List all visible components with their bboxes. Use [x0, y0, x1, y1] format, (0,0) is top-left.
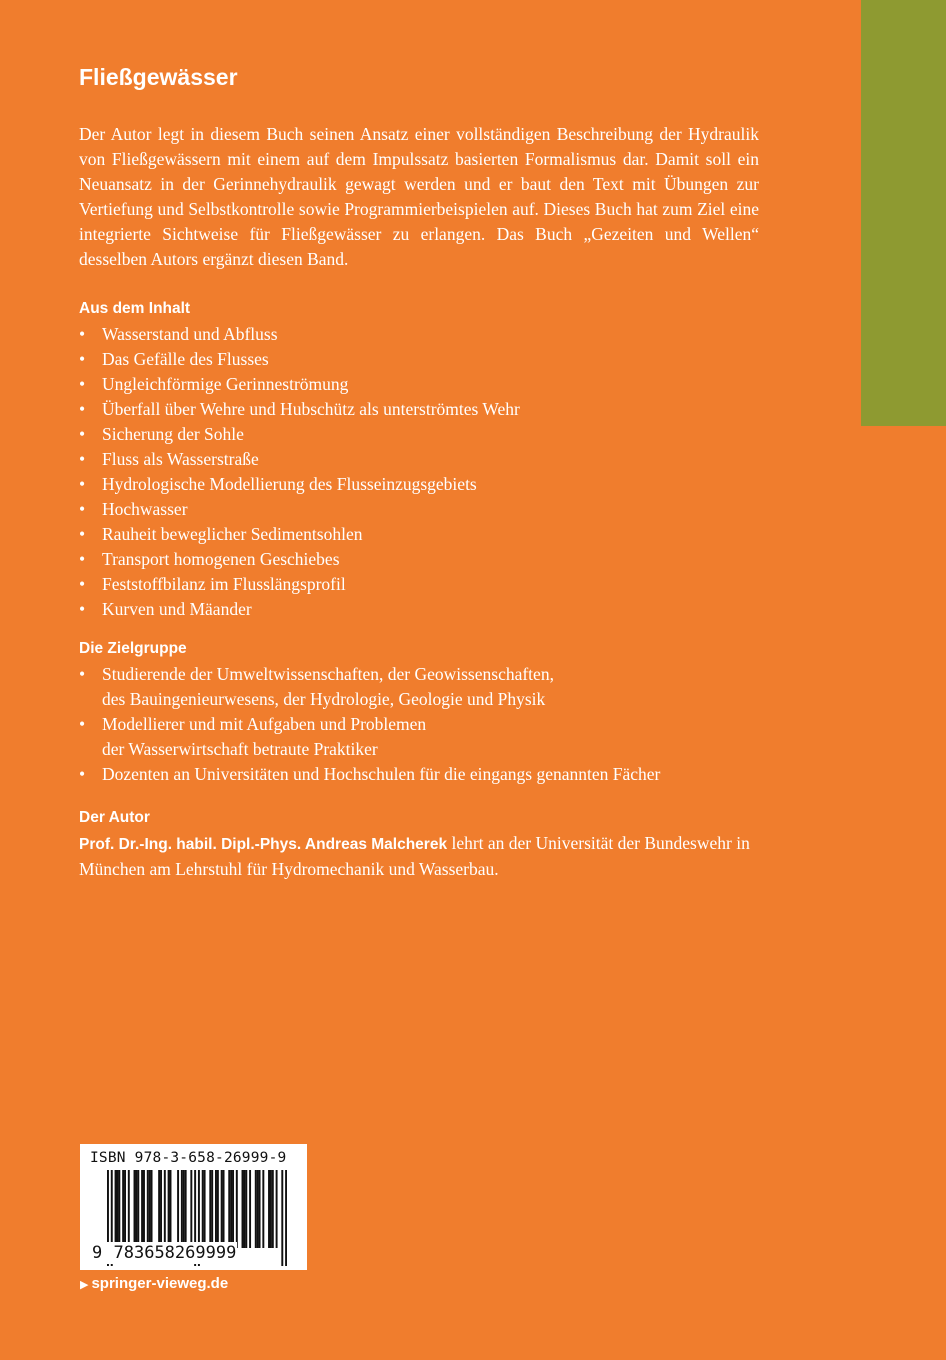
barcode-bar — [249, 1170, 251, 1248]
barcode-bar — [190, 1170, 192, 1248]
contents-heading: Aus dem Inhalt — [79, 300, 191, 317]
barcode-bar — [276, 1170, 278, 1248]
audience-list — [79, 662, 759, 787]
bullet-icon: • — [79, 449, 86, 469]
intro-paragraph: Der Autor legt in diesem Buch seinen Ansatz einer vollständigen Beschreibung der Hydraulik von Fließgewässern mit einem auf dem Impulssatz basierten Formalismus dar. Damit soll ein Neuansatz in der Gerinnehydraulik gewagt werden und er baut den Text mit Übungen zur Vertiefung und Selbstkontrolle sowie Programmierbeispielen auf. Dieses Buch hat zum Ziel eine integrierte Sichtweise für Fließgewässer zu erlangen. Das Buch „Gezeiten und Wellen“ desselben Autors ergänzt diesen Band. — [79, 124, 759, 269]
barcode-bar — [232, 1170, 234, 1248]
bullet-icon: • — [79, 664, 86, 684]
barcode-bar — [242, 1170, 244, 1248]
publisher-link[interactable] — [80, 1274, 228, 1295]
barcode-bar — [122, 1170, 124, 1248]
barcode-bar — [137, 1170, 139, 1248]
barcode-bar — [272, 1170, 274, 1248]
barcode-bar — [259, 1170, 261, 1248]
barcode-bar — [217, 1170, 219, 1248]
bullet-icon: • — [79, 499, 86, 519]
list-item: • Transport homogenen Geschiebes — [79, 547, 759, 572]
arrow-right-icon: ▶ — [80, 1279, 89, 1291]
list-item: • Hochwasser — [79, 497, 759, 522]
barcode-bar — [170, 1170, 172, 1248]
barcode-bar — [177, 1170, 179, 1248]
audience-heading: Die Zielgruppe — [79, 640, 187, 657]
barcode-bar — [223, 1170, 225, 1248]
barcode-bar — [135, 1170, 137, 1248]
list-item: • Dozenten an Universitäten und Hochschulen für die eingangs genannten Fächer — [79, 762, 759, 787]
barcode-bar — [158, 1170, 160, 1248]
barcode-bar — [230, 1170, 232, 1248]
barcode-bar — [160, 1170, 162, 1248]
barcode-bar — [164, 1170, 166, 1248]
list-item: • Feststoffbilanz im Flusslängsprofil — [79, 572, 759, 597]
barcode-bar — [116, 1170, 118, 1248]
list-item: • Fluss als Wasserstraße — [79, 447, 759, 472]
barcode-bar — [285, 1170, 287, 1266]
barcode-bar — [281, 1170, 283, 1266]
barcode-bar — [228, 1170, 230, 1248]
barcode-bar — [245, 1170, 247, 1248]
bullet-icon: • — [79, 424, 86, 444]
list-item: • Sicherung der Sohle — [79, 422, 759, 447]
barcode-number — [92, 1242, 237, 1264]
barcode-bar — [124, 1170, 126, 1248]
list-item: • Kurven und Mäander — [79, 597, 759, 622]
publisher-url: springer-vieweg.de — [91, 1275, 229, 1292]
barcode-bar — [128, 1170, 130, 1248]
author-heading: Der Autor — [79, 809, 150, 826]
barcode-bar — [255, 1170, 257, 1248]
barcode-first-digit: 9 — [92, 1243, 103, 1263]
barcode-bar — [143, 1170, 145, 1248]
bullet-icon: • — [79, 474, 86, 494]
side-color-strip — [861, 0, 946, 426]
isbn-label: ISBN 978-3-658-26999-9 — [90, 1150, 287, 1166]
barcode-bar — [202, 1170, 204, 1248]
barcode-bar — [149, 1170, 151, 1248]
barcode-bar — [141, 1170, 143, 1248]
barcode-bar — [147, 1170, 149, 1248]
list-item: • Das Gefälle des Flusses — [79, 347, 759, 372]
bullet-icon: • — [79, 599, 86, 619]
bullet-icon: • — [79, 574, 86, 594]
bullet-icon: • — [79, 524, 86, 544]
back-cover-content — [79, 62, 759, 882]
book-title: Fließgewässer — [79, 64, 238, 90]
barcode-bar — [115, 1170, 117, 1248]
list-item: • Modellierer und mit Aufgaben und Problemen der Wasserwirtschaft betraute Praktiker — [79, 714, 427, 759]
list-item: • Hydrologische Modellierung des Flusseinzugsgebiets — [79, 472, 759, 497]
barcode-bar — [181, 1170, 183, 1248]
barcode-bar — [221, 1170, 223, 1248]
list-item: • Überfall über Wehre und Hubschütz als unterströmtes Wehr — [79, 397, 759, 422]
author-name: Prof. Dr.-Ing. habil. Dipl.-Phys. Andreas Malcherek — [79, 836, 448, 853]
barcode-bar — [209, 1170, 211, 1248]
list-item: • Ungleichförmige Gerinneströmung — [79, 372, 759, 397]
bullet-icon: • — [79, 374, 86, 394]
barcode-bar — [236, 1170, 238, 1248]
barcode-bar — [215, 1170, 217, 1248]
bullet-icon: • — [79, 714, 86, 734]
barcode-bar — [134, 1170, 136, 1248]
bullet-icon: • — [79, 399, 86, 419]
barcode-bar — [185, 1170, 187, 1248]
barcode-bar — [204, 1170, 206, 1248]
isbn-barcode — [80, 1144, 307, 1270]
barcode-bar — [243, 1170, 245, 1248]
barcode-bar — [257, 1170, 259, 1248]
bullet-icon: • — [79, 349, 86, 369]
contents-list — [79, 322, 759, 622]
barcode-bar — [168, 1170, 170, 1248]
barcode-digits: 783658269999 — [113, 1243, 237, 1263]
author-description: lehrt an der Universität der Bundeswehr in München am Lehrstuhl für Hydromechanik und Wasserbau. — [79, 833, 750, 879]
barcode-bar — [268, 1170, 270, 1248]
bullet-icon: • — [79, 324, 86, 344]
bullet-icon: • — [79, 764, 86, 784]
list-item: • Rauheit beweglicher Sedimentsohlen — [79, 522, 759, 547]
bullet-icon: • — [79, 549, 86, 569]
list-item: • Studierende der Umweltwissenschaften, der Geowissenschaften, des Bauingenieurwesens, der Hydrologie, Geologie und Physik — [79, 664, 554, 709]
barcode-bar — [270, 1170, 272, 1248]
barcode-bar — [183, 1170, 185, 1248]
list-item: • Wasserstand und Abfluss — [79, 322, 759, 347]
barcode-bar — [151, 1170, 153, 1248]
barcode-bar — [262, 1170, 264, 1248]
barcode-bar — [211, 1170, 213, 1248]
barcode-bar — [118, 1170, 120, 1248]
author-paragraph — [79, 831, 759, 882]
